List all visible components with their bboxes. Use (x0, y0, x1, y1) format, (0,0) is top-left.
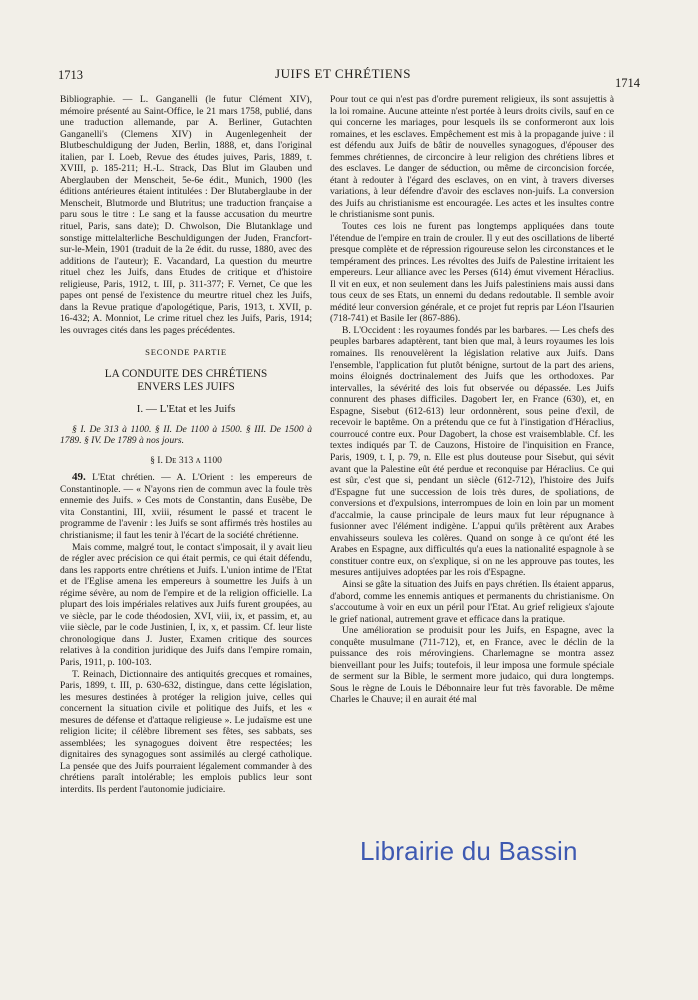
running-header (58, 66, 640, 90)
paragraph-laws: Mais comme, malgré tout, le contact s'imposait, il y avait lieu de régler avec précision ce qui était permis, ce qui était défendu, dans les rapports entre chrétiens et Juifs. L'union intime de l'Etat et de l'Eglise amena les empereurs à soumettre les Juifs à un régime sévère, au nom de l'empire et de la religion officielle. La plupart des lois impériales relatives aux Juifs furent groupées, au ve siècle, par le code théodosien, XVI, viii, ix, et passim, et, au viie siècle, par le code Justinien, I, ix, x, et passim. Cf. leur liste chronologique dans J. Juster, Examen critique des sources relatives à la condition juridique des Juifs dans l'empire romain, Paris, 1911, p. 100-103. (60, 541, 312, 668)
part-title-line-2: ENVERS LES JUIFS (137, 381, 235, 394)
section-heading: § I. De 313 a 1100 (150, 454, 222, 466)
right-column (330, 94, 614, 706)
part-label: SECONDE PARTIE (145, 347, 227, 358)
paragraph-amelioration: Une amélioration se produisit pour les Juifs, en Espagne, avec la conquête musulmane (711-712), et, en France, avec le déclin de la puissance des rois mérovingiens. Charlemagne se montra assez bienveillant pour les Juifs; toutefois, il leur imposa une formule spéciale de serment sur la Bible, le serment more judaico, qui dura longtemps. Sous le règne de Louis le Débonnaire leur fut très favorable. De même Charles le Chauve; il en aurait été mal (330, 625, 614, 706)
paragraph-49 (60, 472, 312, 541)
bibliography-paragraph: Bibliographie. — L. Ganganelli (le futur Clément XIV), mémoire présenté au Saint-Office, le 21 mars 1758, publié, dans une traduction allemande, par A. Berliner, Gutachten Ganganelli's (Clemens XIV) in Augenlegenheit der Blutbeschuldigung der Juden, Berlin, 1888, et, dans l'original italien, par I. Loeb, Revue des études juives, Paris, 1889, t. XVIII, p. 185-211; H.-L. Strack, Das Blut im Glauben und Aberglauben der Menscheit, 5e-6e édit., Munich, 1900 (les éditions antérieures étaient intitulées : Der Blutaberglaube in der Menscheit, Blutmorde und Blutritus; une traduction française a paru sous le titre : Le sang et la fausse accusation du meurtre rituel, Paris, sans date); D. Chwolson, Die Blutanklage und sonstige mittelalterliche Beschuldigungen der Juden, Francfort-sur-le-Mein, 1901 (traduit de la 2e édit. du russe, 1880, avec des additions de l'auteur); E. Vacandard, La question du meurtre rituel chez les Juifs, dans Etudes de critique et d'histoire religieuse, Paris, 1912, t. III, p. 311-377; F. Vernet, Ce que les papes ont pensé de l'existence du meurtre rituel chez les Juifs, dans la Revue pratique d'apologétique, Paris, 1913, t. XVII, p. 16-432; A. Monniot, Le crime rituel chez les Juifs, Paris, 1914; les ouvrages cités dans les pages précédentes. (60, 94, 312, 336)
paragraph-occident: B. L'Occident : les royaumes fondés par les barbares. — Les chefs des peuples barbares adaptèrent, tant bien que mal, à leurs royaumes les lois romaines. Ils renouvelèrent la législation relative aux Juifs. Dans l'ensemble, l'application fut plutôt bénigne, surtout de la part des ariens, moins éloignés doctrinalement des Juifs que les orthodoxes. Par intervalles, la sévérité des lois fut observée ou dépassée. Les Juifs connurent des phases difficiles. Dagobert Ier, en France (630), et, en Espagne, Sisebut (612-613) leur ordonnèrent, sous peine d'exil, de recevoir le baptême. On a prétendu que ce fut à l'instigation d'Héraclius, courroucé contre eux. Pour Dagobert, la chose est vraisemblable. Cf. les textes indiqués par T. de Cauzons, Histoire de l'inquisition en France, Paris, 1909, t. I, p. 79, n. Elle est plus douteuse pour Sisebut, qui sévit avant que la Palestine eût été perdue et reconquise par Héraclius. Ce qui est sûr, c'est que si, pendant un siècle (612-712), l'histoire des Juifs d'Espagne fut une succession de lois très dures, de spoliations, de conversions et d'expulsions, interrompues de loin en loin par un moment d'accalmie, la cause principale de leurs maux fut leur répugnance à fusionner avec l'élément indigène. L'appui qu'ils prêtèrent aux Arabes envahisseurs souleva les colères. Quand on songe à ce qu'ont été les Arabes en Espagne, aux difficultés qu'a eues la nationalité espagnole à se constituer contre eux, on s'explique, si on ne les approuve pas toutes, les mesures antijuives adoptées par les rois d'Espagne. (330, 324, 614, 579)
page-title: JUIFS ET CHRÉTIENS (275, 66, 411, 81)
chapter-toc: § I. De 313 à 1100. § II. De 1100 à 1500. § III. De 1500 à 1789. § IV. De 1789 à nos jours. (60, 423, 312, 447)
paragraph-situation: Ainsi se gâte la situation des Juifs en pays chrétien. Ils étaient apparus, d'abord, comme les ennemis antiques et permanents du christianisme. On s'accoutume à voir en eux un péril pour l'Etat. Au grief religieux s'ajoute le grief national, autrement grave et efficace dans la pratique. (330, 578, 614, 625)
paragraph-oscillations: Toutes ces lois ne furent pas longtemps appliquées dans toute l'étendue de l'empire en train de crouler. Il y eut des oscillations de liberté presque complète et de répression rigoureuse selon les circonstances et le tempérament des princes. Les révoltes des Juifs de Palestine irritaient les empereurs. Leur alliance avec les Perses (614) émut vivement Héraclius. Il vit en eux, et non seulement dans les Juifs palestiniens mais aussi dans tous ceux de ses Etats, un ennemi du dedans redoutable. Il semble avoir médité leur conversion générale, et ce projet fut repris par Léon l'Isaurien (718-741) et Basile Ier (867-886). (330, 221, 614, 325)
paragraph-reinach: T. Reinach, Dictionnaire des antiquités grecques et romaines, Paris, 1899, t. III, p. 630-632, distingue, dans cette législation, les mesures destinées à protéger la religion juive, celles qui concernent la situation civile et politique des Juifs, et les « mesures de défense et d'attaque religieuse ». Le judaïsme est une religion licite; il célèbre librement ses fêtes, ses sabbats, ses assemblées; les synagogues doivent être respectées; les dignitaires des synagogues sont assimilés au clergé catholique. La pensée que des Juifs pourraient légalement commander à des chrétiens paraît intolérable; les emplois publics leur sont interdits. Ils perdent l'autonomie judiciaire. (60, 668, 312, 795)
paragraph-number: 49. (72, 471, 86, 484)
paragraph-civil-law: Pour tout ce qui n'est pas d'ordre purement religieux, ils sont assujettis à la loi romaine. Aucune atteinte n'est portée à leurs droits civils, sauf en ce qui concerne les mariages, pour lesquels ils se conformeront aux lois romaines, et les esclaves. Empêchement est mis à la propagande juive : il est défendu aux Juifs de bâtir de nouvelles synagogues, d'épouser des femmes chrétiennes, de circoncire à leur religion des chrétiens libres et des esclaves. Le danger de séduction, ou même de circoncision forcée, étant à redouter à l'égard des esclaves, on en vint, à travers diverses variations, à leur défendre d'avoir des esclaves non-juifs. La conversion des Juifs au christianisme est encouragée. Les actes et les insultes contre le christianisme sont punis. (330, 94, 614, 221)
chapter-heading: I. — L'Etat et les Juifs (136, 403, 236, 416)
left-page-number: 1713 (58, 68, 83, 82)
right-page-number: 1714 (615, 76, 640, 90)
paragraph-49-text: L'Etat chrétien. — A. L'Orient : les empereurs de Constantinople. — « N'ayons rien de commun avec la foule très ennemie des Juifs. » Ces mots de Constantin, dans Eusèbe, De vita Constantini, III, xviii, résument le passé et tracent le programme de l'avenir : les Juifs se sont affirmés très hostiles au christianisme; il faut les tenir à l'écart de la société chrétienne. (60, 472, 312, 541)
part-title (60, 368, 312, 394)
part-title-line-1: LA CONDUITE DES CHRÉTIENS (104, 368, 268, 381)
left-column (60, 94, 312, 796)
watermark-logo: Librairie du Bassin (360, 836, 578, 866)
